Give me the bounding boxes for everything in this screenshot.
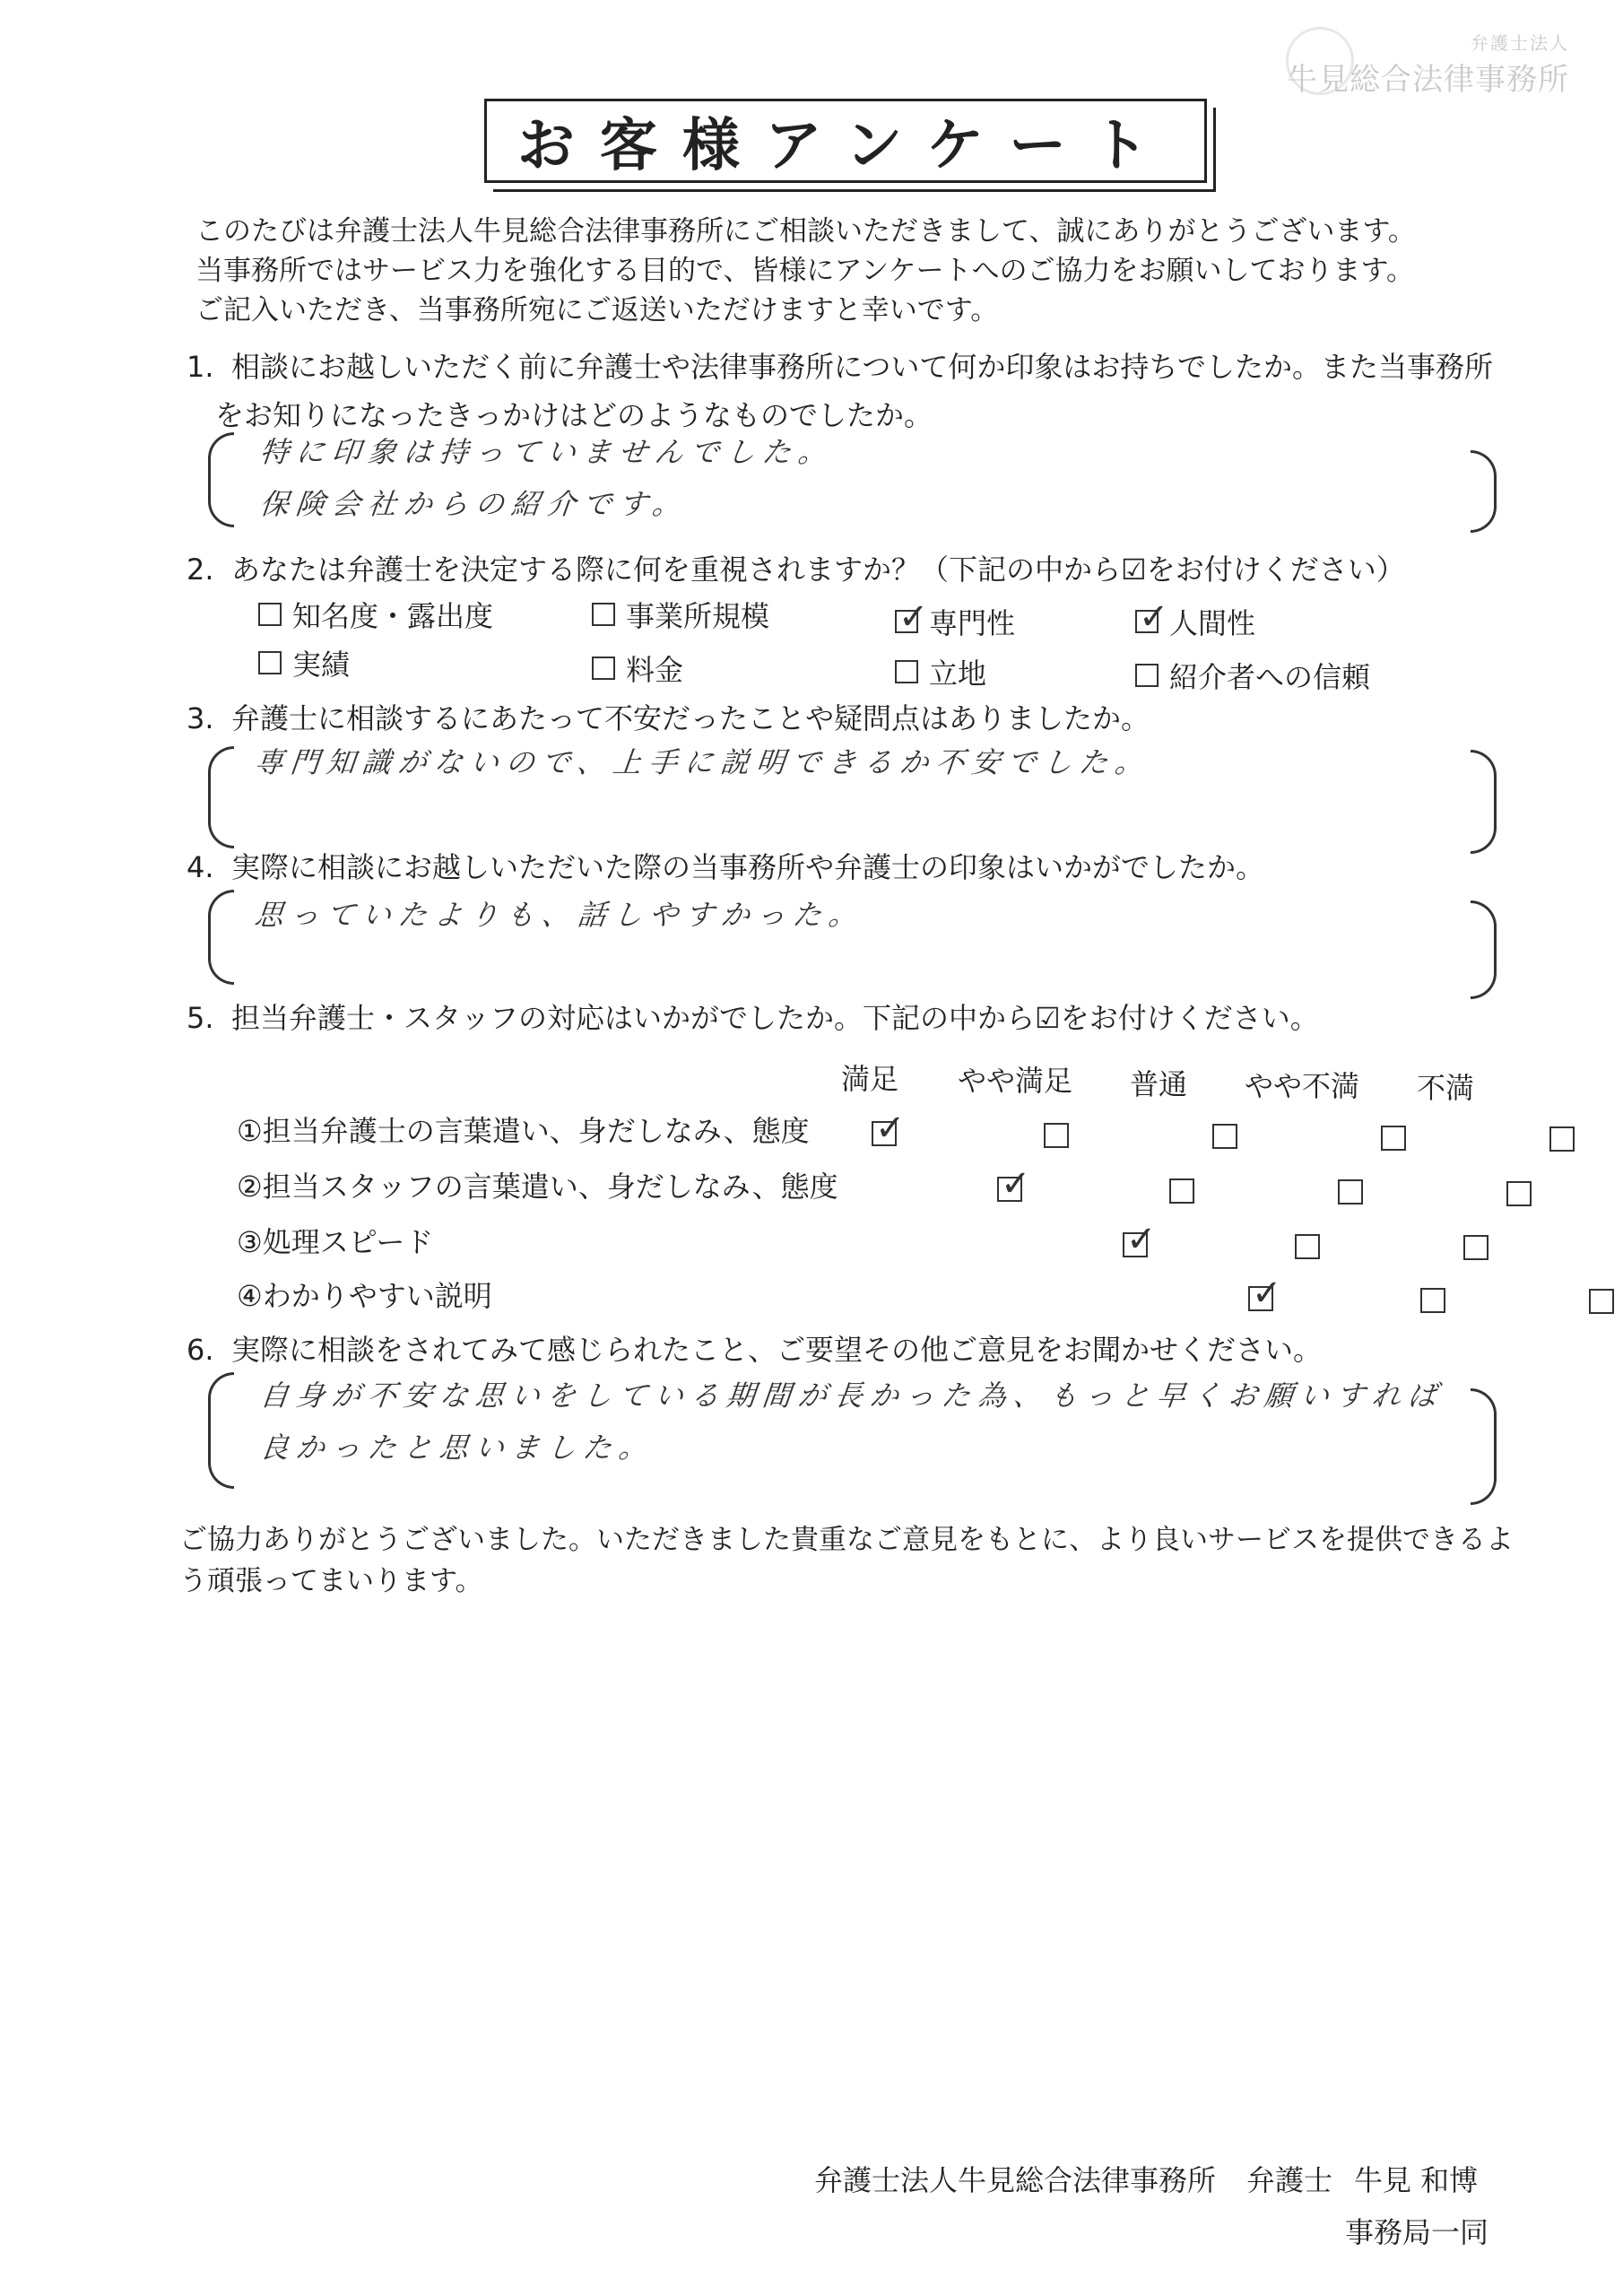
checkbox[interactable] bbox=[258, 651, 282, 674]
rating-checkbox[interactable] bbox=[1589, 1289, 1614, 1314]
signature-staff: 事務局一同 bbox=[1345, 2215, 1489, 2249]
question-number: 3. bbox=[187, 701, 214, 735]
question-number: 4. bbox=[187, 850, 214, 884]
option-office-size[interactable] bbox=[592, 594, 769, 635]
rating-row-label: ①担当弁護士の言葉遣い、身だしなみ、態度 bbox=[237, 1114, 810, 1148]
rating-checkbox[interactable] bbox=[1420, 1288, 1445, 1313]
answer-bracket-right bbox=[1471, 750, 1497, 854]
check-mark-icon: ✓ bbox=[1001, 1163, 1031, 1205]
option-location[interactable] bbox=[895, 651, 986, 692]
q4-answer: 思っていたよりも、話しやすかった。 bbox=[253, 898, 867, 932]
column-header-dissatisfied: 不満 bbox=[1416, 1071, 1474, 1105]
rating-checkbox[interactable] bbox=[1212, 1124, 1237, 1149]
rating-checkbox[interactable] bbox=[1463, 1235, 1488, 1260]
check-mark-icon: ✓ bbox=[1126, 1219, 1157, 1260]
answer-bracket-left bbox=[208, 890, 234, 985]
firm-logo bbox=[1287, 29, 1569, 99]
answer-bracket-right bbox=[1471, 1388, 1497, 1505]
question-text: 実際に相談にお越しいただいた際の当事務所や弁護士の印象はいかがでしたか。 bbox=[231, 850, 1265, 884]
closing-text: ご協力ありがとうございました。いただきました貴重なご意見をもとに、より良いサービスを提供できるよ う頑張ってまいります。 bbox=[179, 1524, 1514, 1597]
question-text: 弁護士に相談するにあたって不安だったことや疑問点はありましたか。 bbox=[231, 701, 1150, 735]
q1-answer-line2: 保険会社からの紹介です。 bbox=[258, 487, 690, 521]
option-label: 人間性 bbox=[1169, 606, 1256, 640]
option-label: 実績 bbox=[292, 648, 351, 682]
option-referrer-trust[interactable] bbox=[1135, 655, 1370, 696]
rating-row-label: ③処理スピード bbox=[237, 1225, 434, 1259]
checkbox[interactable] bbox=[592, 603, 615, 626]
question-2 bbox=[187, 545, 1405, 594]
option-character[interactable] bbox=[1135, 596, 1256, 642]
check-mark-icon: ✓ bbox=[1139, 596, 1169, 638]
checkbox-checked[interactable] bbox=[1135, 596, 1169, 638]
checkbox[interactable] bbox=[895, 660, 918, 683]
option-label: 専門性 bbox=[929, 606, 1016, 640]
question-6 bbox=[187, 1326, 1322, 1374]
option-track-record[interactable] bbox=[258, 642, 350, 683]
rating-checkbox[interactable] bbox=[1295, 1234, 1320, 1259]
rating-checkbox-checked[interactable] bbox=[1248, 1273, 1282, 1314]
q3-answer: 専門知識がないので、上手に説明できるか不安でした。 bbox=[253, 745, 1153, 779]
rating-checkbox[interactable] bbox=[1338, 1179, 1363, 1205]
question-text: あなたは弁護士を決定する際に何を重視されますか？（下記の中から☑をお付けください） bbox=[231, 552, 1405, 587]
rating-checkbox-checked[interactable] bbox=[1123, 1219, 1157, 1260]
column-header-neutral: 普通 bbox=[1129, 1067, 1187, 1101]
question-text: 担当弁護士・スタッフの対応はいかがでしたか。下記の中から☑をお付けください。 bbox=[231, 1001, 1319, 1035]
check-mark-icon: ✓ bbox=[875, 1108, 906, 1149]
checkbox[interactable] bbox=[1135, 664, 1159, 687]
rating-row-label: ②担当スタッフの言葉遣い、身だしなみ、態度 bbox=[237, 1170, 838, 1204]
question-number: 1. bbox=[187, 350, 214, 384]
rating-row-label: ④わかりやすい説明 bbox=[237, 1279, 492, 1313]
question-4 bbox=[187, 843, 1264, 891]
question-number: 6. bbox=[187, 1333, 214, 1367]
q1-answer-line1: 特に印象は持っていませんでした。 bbox=[258, 435, 837, 469]
option-name-recognition[interactable] bbox=[258, 594, 493, 635]
question-1-line2: をお知りになったきっかけはどのようなものでしたか。 bbox=[215, 398, 933, 432]
signature-firm: 弁護士法人牛見総合法律事務所 bbox=[814, 2163, 1217, 2197]
column-header-somewhat-dissatisfied: やや不満 bbox=[1244, 1069, 1359, 1103]
check-mark-icon: ✓ bbox=[898, 596, 929, 638]
question-1 bbox=[187, 343, 1493, 391]
rating-checkbox[interactable] bbox=[1044, 1123, 1069, 1148]
option-label: 知名度・露出度 bbox=[292, 599, 494, 633]
answer-bracket-left bbox=[208, 746, 234, 848]
option-label: 立地 bbox=[929, 657, 987, 691]
rating-checkbox[interactable] bbox=[1169, 1178, 1194, 1204]
option-fees[interactable] bbox=[592, 648, 683, 689]
question-number: 2. bbox=[187, 552, 214, 587]
signature-role: 弁護士 bbox=[1246, 2163, 1333, 2197]
option-label: 料金 bbox=[626, 653, 684, 687]
question-text: 実際に相談をされてみて感じられたこと、ご要望その他ご意見をお聞かせください。 bbox=[231, 1333, 1323, 1367]
answer-bracket-left bbox=[208, 432, 234, 527]
question-5 bbox=[187, 994, 1319, 1042]
option-expertise[interactable] bbox=[895, 596, 1016, 642]
rating-checkbox[interactable] bbox=[1381, 1126, 1406, 1151]
checkbox[interactable] bbox=[592, 657, 615, 680]
logo-firm-name: 牛見総合法律事務所 bbox=[1287, 62, 1569, 98]
answer-bracket-right bbox=[1471, 900, 1497, 999]
intro-text: このたびは弁護士法人牛見総合法律事務所にご相談いただきまして、誠にありがとうございます。 当事務所ではサービス力を強化する目的で、皆様にアンケートへのご協力をお願いしております。 ご記入いただき、当事務所宛にご返送いただけますと幸いです。 bbox=[195, 215, 1416, 326]
rating-checkbox[interactable] bbox=[1549, 1126, 1575, 1152]
answer-bracket-left bbox=[208, 1372, 234, 1489]
checkbox[interactable] bbox=[258, 603, 282, 626]
column-header-somewhat-satisfied: やや満足 bbox=[957, 1064, 1072, 1098]
option-label: 事業所規模 bbox=[626, 599, 770, 633]
column-header-satisfied: 満足 bbox=[840, 1062, 898, 1096]
rating-checkbox-checked[interactable] bbox=[872, 1108, 906, 1149]
checkbox-checked[interactable] bbox=[895, 596, 929, 638]
rating-checkbox-checked[interactable] bbox=[997, 1163, 1031, 1205]
q6-answer-line1: 自身が不安な思いをしている期間が長かった為、もっと早くお願いすれば bbox=[258, 1378, 1446, 1413]
answer-bracket-right bbox=[1471, 450, 1497, 533]
check-mark-icon: ✓ bbox=[1252, 1273, 1282, 1314]
signature-name: 牛見 和博 bbox=[1354, 2163, 1479, 2197]
question-text: 相談にお越しいただく前に弁護士や法律事務所について何か印象はお持ちでしたか。また当事務所 bbox=[231, 350, 1494, 384]
logo-small-text: 弁護士法人 bbox=[1471, 32, 1569, 54]
survey-title: お客様アンケート bbox=[484, 99, 1207, 183]
question-number: 5. bbox=[187, 1001, 214, 1035]
rating-checkbox[interactable] bbox=[1506, 1181, 1532, 1206]
q6-answer-line2: 良かったと思いました。 bbox=[258, 1431, 657, 1465]
option-label: 紹介者への信頼 bbox=[1169, 660, 1371, 694]
